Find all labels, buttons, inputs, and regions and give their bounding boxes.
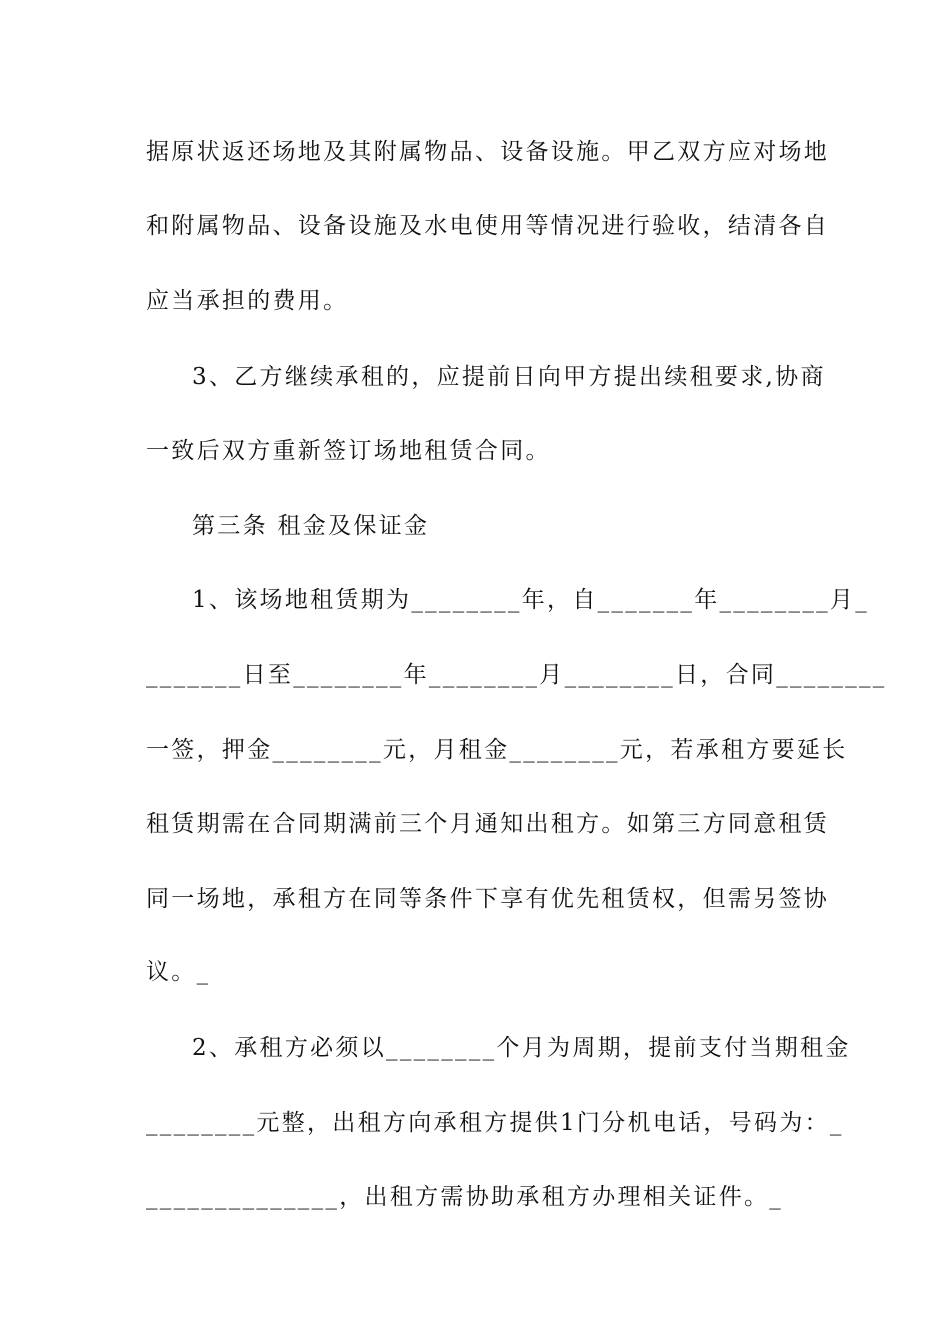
text-line-3: 应当承担的费用。 <box>146 288 349 314</box>
text-line-4: 3、乙方继续承租的，应提前日向甲方提出续租要求,协商 <box>192 364 826 390</box>
text-line-12: 议。_ <box>146 959 211 985</box>
text-line-14: ________元整，出租方向承租方提供1门分机电话，号码为：_ <box>146 1110 844 1136</box>
text-line-5: 一致后双方重新签订场地租赁合同。 <box>146 438 551 464</box>
text-line-1: 据原状返还场地及其附属物品、设备设施。甲乙双方应对场地 <box>146 139 830 165</box>
text-line-9: 一签，押金________元，月租金________元，若承租方要延长 <box>146 737 848 763</box>
text-line-2: 和附属物品、设备设施及水电使用等情况进行验收，结清各自 <box>146 213 830 239</box>
text-line-11: 同一场地，承租方在同等条件下享有优先租赁权，但需另签协 <box>146 886 830 912</box>
section-heading: 第三条 租金及保证金 <box>192 513 430 539</box>
text-line-10: 租赁期需在合同期满前三个月通知出租方。如第三方同意租赁 <box>146 811 830 837</box>
text-line-8: _______日至________年________月________日，合同________ <box>146 662 887 688</box>
text-line-13: 2、承租方必须以________个月为周期，提前支付当期租金 <box>192 1035 851 1061</box>
text-line-7: 1、该场地租赁期为________年，自_______年________月_ <box>192 587 870 613</box>
text-line-15: ______________，出租方需协助承租方办理相关证件。_ <box>146 1184 784 1210</box>
